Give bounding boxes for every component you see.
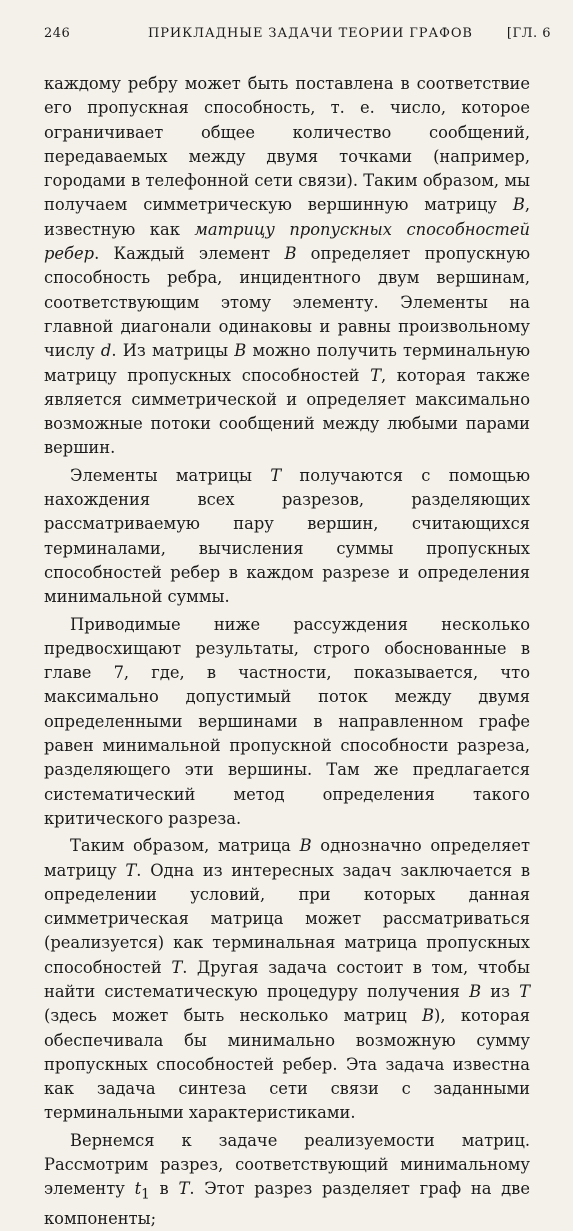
chapter-marker: [ГЛ. 6	[506, 26, 551, 41]
defined-term: матрицу пропускных способностей ребер	[44, 219, 530, 264]
page-number: 246	[44, 26, 71, 41]
paragraph-4: Таким образом, матрица B однозначно определяет матрицу T. Одна из интересных задач заключается в определении условий, при которых данная симметрическая матрица может рассматриваться (реализуется) как терминальная матрица пропускных способностей T. Другая задача состоит в том, чтобы найти систематическую процедуру получения B из T (здесь может быть несколько матриц B), которая обеспечивала бы минимально возможную сумму пропускных способностей ребер. Эта задача известна как задача синтеза сети связи с заданными терминальными характеристиками.	[44, 836, 531, 1123]
page-body	[44, 72, 530, 1231]
running-title: ПРИКЛАДНЫЕ ЗАДАЧИ ТЕОРИИ ГРАФОВ	[148, 26, 473, 41]
paragraph-2: Элементы матрицы T получаются с помощью нахождения всех разрезов, разделяющих рассматриваемую пару вершин, считающихся терминалами, вычисления суммы пропускных способностей ребер в каждом разрезе и определения минимальной суммы.	[44, 465, 530, 607]
paragraph-1: каждому ребру может быть поставлена в соответствие его пропускная способность, т. е. число, которое ограничивает общее количество сообщений, передаваемых между двумя точками (например, городами в телефонной сети связи). Таким образом, мы получаем симметрическую вершинную матрицу B, известную как матрицу пропускных способностей ребер. Каждый элемент B определяет пропускную способность ребра, инцидентного двум вершинам, соответствующим этому элементу. Элементы на главной диагонали одинаковы и равны произвольному числу d. Из матрицы B можно получить терминальную матрицу пропускных способностей T, которая также является симметрической и определяет максимально возможные потоки сообщений между любыми парами вершин.	[44, 74, 531, 458]
running-header	[44, 26, 551, 46]
paragraph-3: Приводимые ниже рассуждения несколько предвосхищают результаты, строго обоснованные в главе 7, где, в частности, показывается, что максимально допустимый поток между двумя определенными вершинами в направленном графе равен минимальной пропускной способности разреза, разделяющего эти вершины. Там же предлагается систематический метод определения такого критического разреза.	[44, 614, 530, 828]
paragraph-5: Вернемся к задаче реализуемости матриц. Рассмотрим разрез, соответствующий минимальному элементу $t_1$ в T. Этот разрез разделяет граф на две компоненты;	[44, 1130, 530, 1228]
